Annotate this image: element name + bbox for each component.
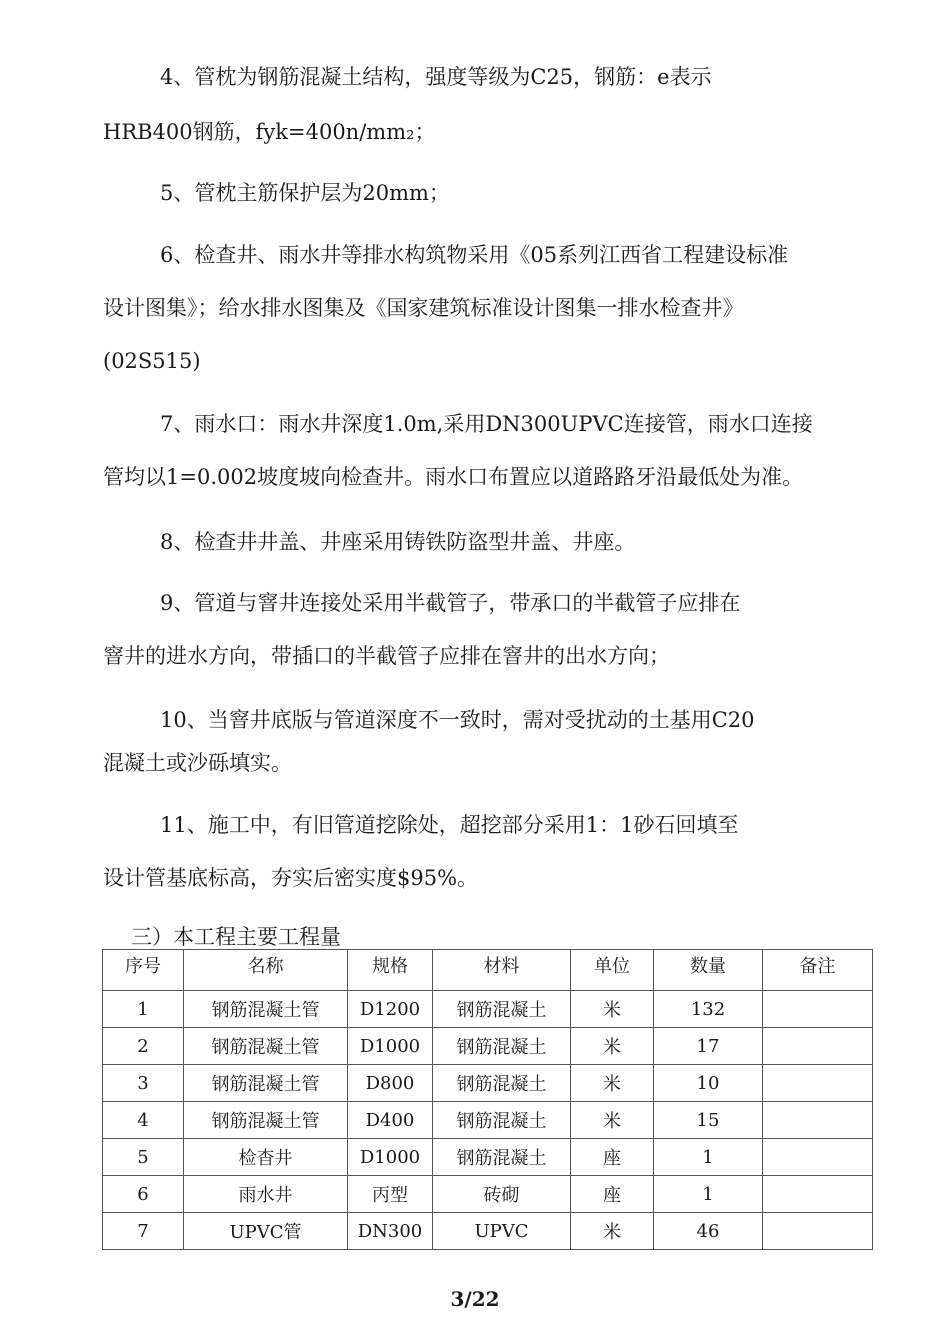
- header-quantity: 数量: [654, 950, 763, 991]
- cell-index: 5: [103, 1139, 184, 1176]
- header-index: 序号: [103, 950, 184, 991]
- paragraph-11-line-2: 设计管基底标高，夯实后密实度$95%。: [103, 866, 479, 890]
- cell-remarks: [763, 1065, 873, 1102]
- cell-material: UPVC: [433, 1213, 571, 1250]
- cell-material: 钢筋混凝土: [433, 1028, 571, 1065]
- cell-material: 钢筋混凝土: [433, 1065, 571, 1102]
- cell-quantity: 17: [654, 1028, 763, 1065]
- cell-remarks: [763, 1102, 873, 1139]
- cell-quantity: 1: [654, 1139, 763, 1176]
- table-row: [103, 1102, 873, 1139]
- cell-quantity: 10: [654, 1065, 763, 1102]
- header-unit: 单位: [571, 950, 654, 991]
- cell-unit: 米: [571, 1102, 654, 1139]
- cell-name: 检杳井: [184, 1139, 348, 1176]
- cell-name: 钢筋混凝土管: [184, 1065, 348, 1102]
- paragraph-4-line-2: HRB400钢筋，fyk=400n/mm₂；: [103, 120, 436, 144]
- paragraph-6-line-3: (02S515): [103, 349, 201, 373]
- cell-quantity: 15: [654, 1102, 763, 1139]
- cell-spec: D400: [348, 1102, 433, 1139]
- header-material: 材料: [433, 950, 571, 991]
- table-row: [103, 1139, 873, 1176]
- cell-remarks: [763, 1139, 873, 1176]
- cell-remarks: [763, 1028, 873, 1065]
- cell-index: 6: [103, 1176, 184, 1213]
- cell-unit: 米: [571, 1213, 654, 1250]
- paragraph-5: 5、管枕主筋保护层为20mm；: [160, 181, 450, 205]
- cell-quantity: 46: [654, 1213, 763, 1250]
- table-row: [103, 1213, 873, 1250]
- cell-name: UPVC管: [184, 1213, 348, 1250]
- cell-unit: 米: [571, 991, 654, 1028]
- cell-remarks: [763, 991, 873, 1028]
- paragraph-6-line-1: 6、检查井、雨水井等排水构筑物采用《05系列江西省工程建设标准: [160, 243, 789, 267]
- cell-quantity: 132: [654, 991, 763, 1028]
- cell-remarks: [763, 1213, 873, 1250]
- cell-spec: 丙型: [348, 1176, 433, 1213]
- cell-unit: 米: [571, 1028, 654, 1065]
- paragraph-8: 8、检查井井盖、井座采用铸铁防盗型井盖、井座。: [160, 530, 636, 554]
- quantities-table: [102, 949, 873, 1250]
- cell-spec: D1200: [348, 991, 433, 1028]
- cell-name: 钢筋混凝土管: [184, 1102, 348, 1139]
- table-body: [103, 991, 873, 1250]
- cell-index: 2: [103, 1028, 184, 1065]
- cell-remarks: [763, 1176, 873, 1213]
- cell-spec: D1000: [348, 1028, 433, 1065]
- cell-unit: 座: [571, 1139, 654, 1176]
- cell-spec: DN300: [348, 1213, 433, 1250]
- cell-name: 钢筋混凝土管: [184, 991, 348, 1028]
- cell-material: 钢筋混凝土: [433, 1102, 571, 1139]
- header-spec: 规格: [348, 950, 433, 991]
- cell-material: 砖砌: [433, 1176, 571, 1213]
- cell-name: 雨水井: [184, 1176, 348, 1213]
- paragraph-10-line-1: 10、当窨井底版与管道深度不一致时，需对受扰动的土基用C20: [160, 708, 755, 732]
- paragraph-11-line-1: 11、施工中，有旧管道挖除处，超挖部分采用1：1砂石回填至: [160, 813, 739, 837]
- table-row: [103, 1176, 873, 1213]
- cell-index: 1: [103, 991, 184, 1028]
- paragraph-4-line-1: 4、管枕为钢筋混凝土结构，强度等级为C25，钢筋：e表示: [160, 65, 712, 89]
- section-title: 三）本工程主要工程量: [131, 925, 341, 949]
- cell-unit: 座: [571, 1176, 654, 1213]
- cell-name: 钢筋混凝土管: [184, 1028, 348, 1065]
- header-remarks: 备注: [763, 950, 873, 991]
- table-row: [103, 1028, 873, 1065]
- table-row: [103, 1065, 873, 1102]
- cell-material: 钢筋混凝土: [433, 991, 571, 1028]
- paragraph-9-line-2: 窨井的进水方向，带插口的半截管子应排在窨井的出水方向；: [103, 644, 670, 668]
- cell-index: 7: [103, 1213, 184, 1250]
- table-header-row: [103, 950, 873, 991]
- paragraph-10-line-2: 混凝土或沙砾填实。: [103, 751, 292, 775]
- paragraph-7-line-1: 7、雨水口：雨水井深度1.0m,采用DN300UPVC连接管，雨水口连接: [160, 412, 813, 436]
- header-name: 名称: [184, 950, 348, 991]
- cell-unit: 米: [571, 1065, 654, 1102]
- cell-material: 钢筋混凝土: [433, 1139, 571, 1176]
- table-row: [103, 991, 873, 1028]
- page-number: 3/22: [450, 1287, 500, 1311]
- paragraph-7-line-2: 管均以1=0.002坡度坡向检查井。雨水口布置应以道路路牙沿最低处为准。: [103, 465, 804, 489]
- cell-index: 4: [103, 1102, 184, 1139]
- paragraph-9-line-1: 9、管道与窨井连接处采用半截管子，带承口的半截管子应排在: [160, 591, 741, 615]
- paragraph-6-line-2: 设计图集》；给水排水图集及《国家建筑标准设计图集一排水检查井》: [103, 296, 744, 320]
- cell-index: 3: [103, 1065, 184, 1102]
- cell-quantity: 1: [654, 1176, 763, 1213]
- cell-spec: D800: [348, 1065, 433, 1102]
- cell-spec: D1000: [348, 1139, 433, 1176]
